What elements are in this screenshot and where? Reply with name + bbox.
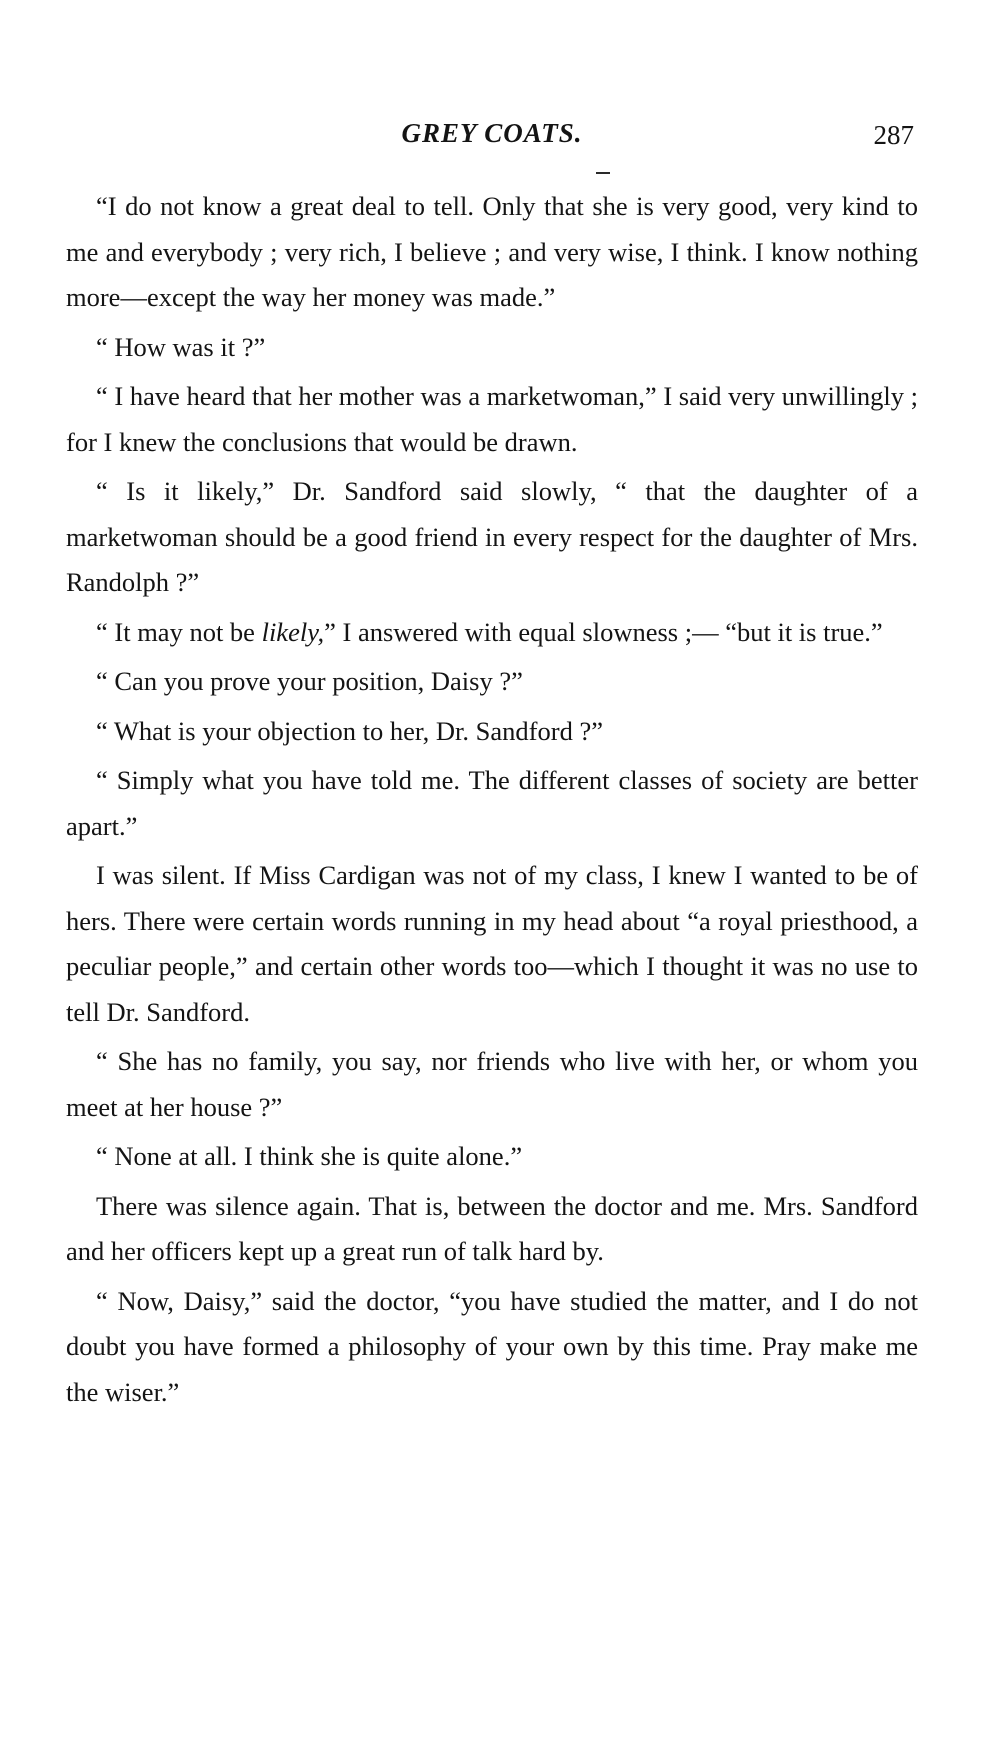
paragraph: There was silence again. That is, between the doctor and me. Mrs. Sandford and her officers kept up a great run of talk hard by. bbox=[66, 1190, 918, 1266]
paragraph: “ Now, Daisy,” said the doctor, “you have studied the matter, and I do not doubt you have formed a philosophy of your own by this time. Pray make me the wiser.” bbox=[66, 1285, 918, 1407]
body-text bbox=[66, 184, 918, 1419]
paragraph: “ None at all. I think she is quite alone.” bbox=[96, 1141, 523, 1171]
paragraph: “ What is your objection to her, Dr. Sandford ?” bbox=[96, 715, 603, 746]
paragraph: I was silent. If Miss Cardigan was not of my class, I knew I wanted to be of hers. There were certain words running in my head about “a royal priesthood, a peculiar people,” and certain other words too—which I thought it was no use to tell Dr. Sandford. bbox=[66, 860, 918, 1027]
paragraph bbox=[66, 610, 918, 656]
paragraph-text: “ It may not be bbox=[96, 616, 262, 647]
paragraph-text: ” I answered with equal slowness ;— “but it is true.” bbox=[324, 616, 883, 647]
emphasized-word: likely, bbox=[261, 616, 325, 647]
running-title: GREY COATS. bbox=[401, 118, 583, 148]
paragraph: “ Simply what you have told me. The different classes of society are better apart.” bbox=[66, 765, 918, 841]
paragraph: “ She has no family, you say, nor friends who live with her, or whom you meet at her house ?” bbox=[66, 1046, 918, 1122]
page-number: 287 bbox=[873, 120, 914, 150]
printer-mark bbox=[596, 172, 610, 174]
paragraph: “I do not know a great deal to tell. Only that she is very good, very kind to me and everybody ; very rich, I believe ; and very wise, I think. I know nothing more—except the way her money was made.” bbox=[66, 191, 918, 312]
paragraph: “ I have heard that her mother was a marketwoman,” I said very unwillingly ; for I knew the conclusions that would be drawn. bbox=[66, 381, 918, 457]
paragraph: “ How was it ?” bbox=[96, 331, 266, 362]
running-head bbox=[66, 118, 918, 158]
paragraph: “ Is it likely,” Dr. Sandford said slowly, “ that the daughter of a marketwoman should be a good friend in every respect for the daughter of Mrs. Randolph ?” bbox=[66, 476, 918, 597]
paragraph: “ Can you prove your position, Daisy ?” bbox=[96, 666, 523, 696]
